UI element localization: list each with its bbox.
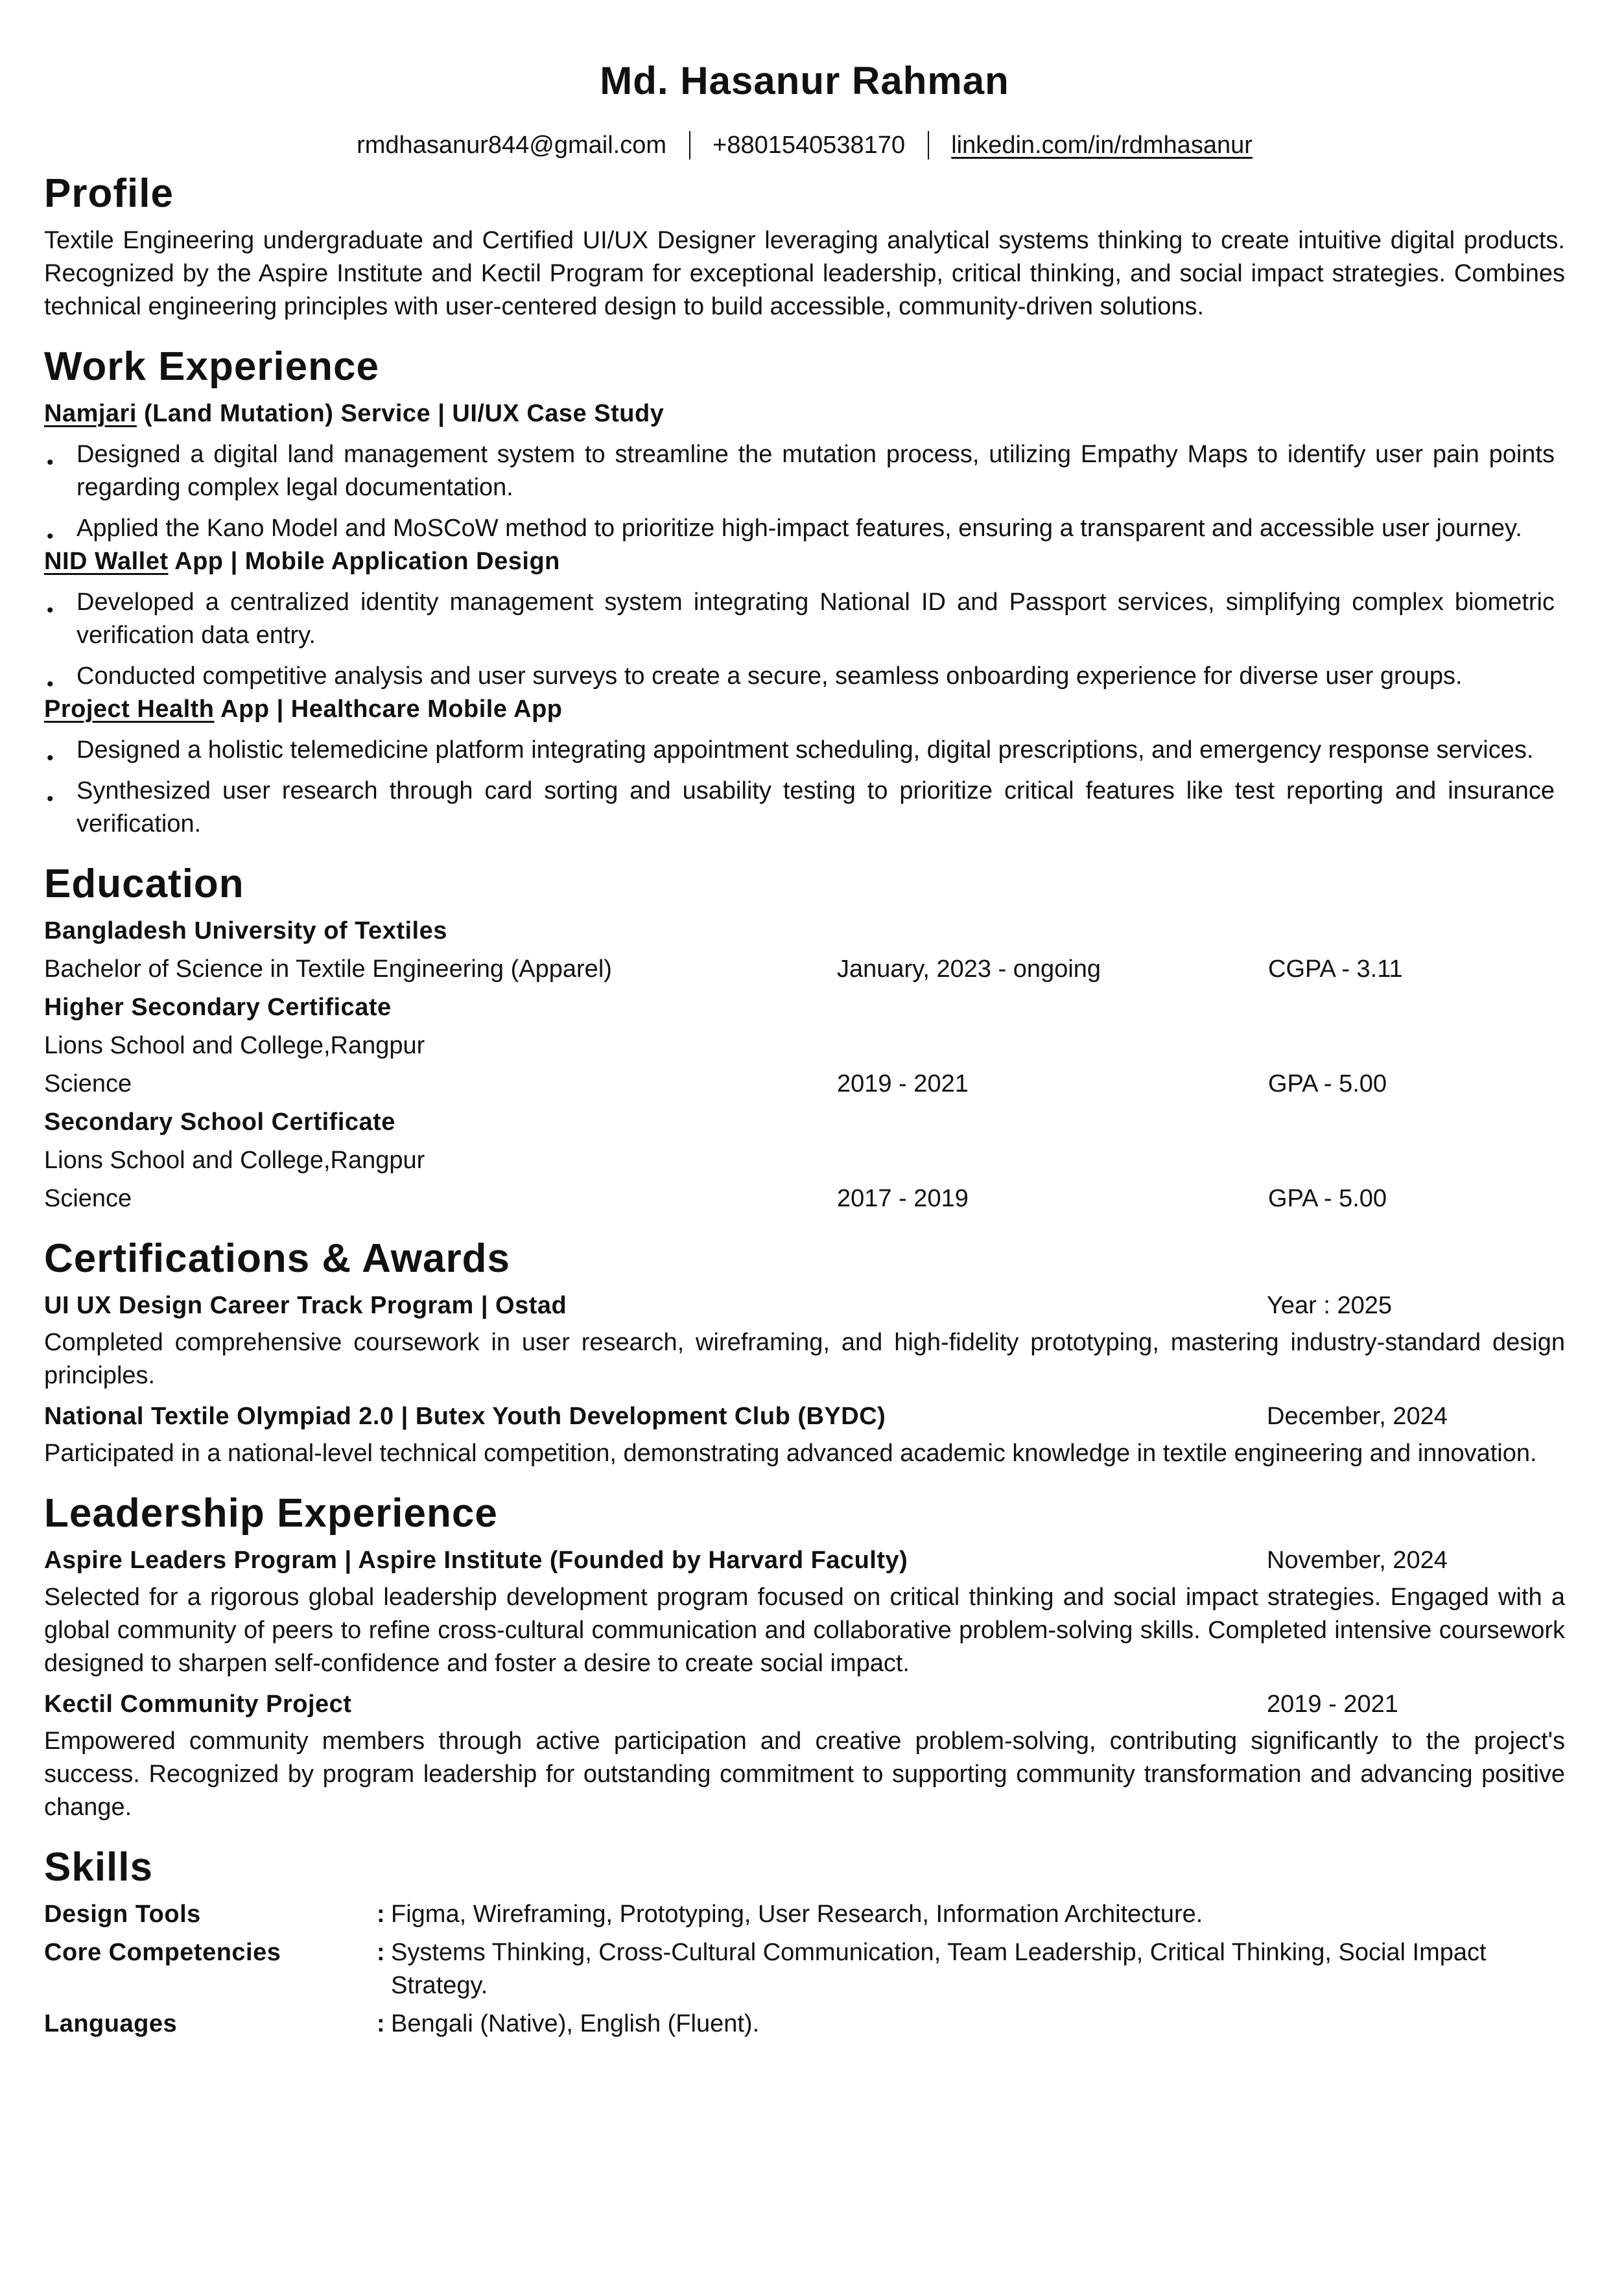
section-title: Education xyxy=(44,861,244,906)
grade: GPA - 5.00 xyxy=(1268,1184,1387,1212)
grade: GPA - 5.00 xyxy=(1268,1070,1387,1097)
certification-desc: Participated in a national-level technical competition, demonstrating advanced academic knowledge in textile engineering and innovation. xyxy=(44,1439,1537,1467)
contact-line xyxy=(44,127,1565,162)
period: 2019 - 2021 xyxy=(837,1070,969,1097)
separator xyxy=(928,131,929,159)
period: January, 2023 - ongoing xyxy=(837,955,1101,983)
leadership-date: 2019 - 2021 xyxy=(1267,1690,1398,1718)
work-item xyxy=(44,545,1565,693)
skill-label: Languages xyxy=(44,2010,178,2037)
leadership-name: Kectil Community Project xyxy=(44,1690,352,1718)
education-row xyxy=(44,953,1565,986)
colon: : xyxy=(377,1900,385,1928)
profile-text: Textile Engineering undergraduate and Certified UI/UX Designer leveraging analytical systems thinking to create intuitive digital products. Recognized by the Aspire Institute and Kectil Program for exceptional leadership, critical thinking, and social impact strategies. Combines technical engineering principles with user-centered design to build accessible, community-driven solutions. xyxy=(44,226,1565,320)
leadership-title xyxy=(44,1688,1565,1721)
certification-name: UI UX Design Career Track Program | Ostad xyxy=(44,1291,567,1319)
separator xyxy=(689,131,690,159)
skill-value: Systems Thinking, Cross-Cultural Communication, Team Leadership, Critical Thinking, Social Impact Strategy. xyxy=(391,1938,1487,1999)
certification-title xyxy=(44,1400,1565,1433)
section-title: Skills xyxy=(44,1844,153,1890)
project-link[interactable]: NID Wallet xyxy=(44,547,169,575)
leadership-title xyxy=(44,1544,1565,1577)
bullet: • Designed a holistic telemedicine platform integrating appointment scheduling, digital prescriptions, and emergency response services. xyxy=(44,734,1555,767)
work-experience-section xyxy=(44,344,1565,841)
skill-label: Design Tools xyxy=(44,1900,201,1928)
institution: Higher Secondary Certificate xyxy=(44,993,392,1021)
bullet: • Conducted competitive analysis and user surveys to create a secure, seamless onboarding experience for diverse user groups. xyxy=(44,660,1555,693)
bullet: • Designed a digital land management system to streamline the mutation process, utilizing Empathy Maps to identify user pain points regarding complex legal documentation. xyxy=(44,438,1555,504)
project-link[interactable]: Namjari xyxy=(44,399,137,427)
section-title: Certifications & Awards xyxy=(44,1236,510,1281)
leadership-desc: Selected for a rigorous global leadership development program focused on critical thinking and social impact strategies. Engaged with a global community of peers to refine cross-cultural communication and collaborative problem-solving skills. Completed intensive coursework designed to sharpen self-confidence and foster a desire to create social impact. xyxy=(44,1583,1565,1677)
colon: : xyxy=(377,1938,385,1966)
project-title xyxy=(44,545,1565,578)
bullet: • Developed a centralized identity management system integrating National ID and Passport services, simplifying complex biometric verification data entry. xyxy=(44,586,1555,652)
colon: : xyxy=(377,2010,385,2037)
institution: Secondary School Certificate xyxy=(44,1108,395,1136)
resume-page xyxy=(44,0,1565,2041)
candidate-name: Md. Hasanur Rahman xyxy=(600,59,1009,102)
project-link[interactable]: Project Health xyxy=(44,695,215,723)
section-title: Leadership Experience xyxy=(44,1490,498,1536)
project-subtitle: App | Mobile Application Design xyxy=(168,547,560,575)
email[interactable]: rmdhasanur844@gmail.com xyxy=(357,131,667,159)
skill-value: Bengali (Native), English (Fluent). xyxy=(391,2010,760,2037)
project-subtitle: App | Healthcare Mobile App xyxy=(214,695,563,723)
certification-date: Year : 2025 xyxy=(1267,1291,1392,1319)
degree: Science xyxy=(44,1184,132,1212)
work-item xyxy=(44,693,1565,841)
leadership-desc: Empowered community members through active participation and creative problem-solving, contributing significantly to the project's success. Recognized by program leadership for outstanding commitment to supporting community transformation and advancing positive change. xyxy=(44,1727,1565,1821)
project-subtitle: (Land Mutation) Service | UI/UX Case Study xyxy=(136,399,665,427)
degree: Science xyxy=(44,1070,132,1097)
project-title xyxy=(44,397,1565,430)
bullet: • Synthesized user research through card sorting and usability testing to prioritize critical features like test reporting and insurance verification. xyxy=(44,775,1555,841)
phone[interactable]: +8801540538170 xyxy=(712,131,906,159)
leadership-date: November, 2024 xyxy=(1267,1546,1448,1574)
skill-row xyxy=(44,2008,1565,2041)
project-title xyxy=(44,693,1565,726)
bullet: • Applied the Kano Model and MoSCoW method to prioritize high-impact features, ensuring a transparent and accessible user journey. xyxy=(44,512,1555,545)
degree: Bachelor of Science in Textile Engineering (Apparel) xyxy=(44,955,612,983)
certifications-section xyxy=(44,1236,1565,1470)
school: Lions School and College,Rangpur xyxy=(44,1146,425,1174)
grade: CGPA - 3.11 xyxy=(1268,955,1403,983)
certification-date: December, 2024 xyxy=(1267,1402,1448,1430)
school: Lions School and College,Rangpur xyxy=(44,1031,425,1059)
leadership-name: Aspire Leaders Program | Aspire Institute (Founded by Harvard Faculty) xyxy=(44,1546,908,1574)
skill-row xyxy=(44,1936,1565,2002)
skill-label: Core Competencies xyxy=(44,1938,281,1966)
institution: Bangladesh University of Textiles xyxy=(44,917,447,944)
profile-section xyxy=(44,171,1565,323)
leadership-section xyxy=(44,1491,1565,1824)
education-section xyxy=(44,862,1565,1215)
education-row xyxy=(44,1068,1565,1101)
section-title: Work Experience xyxy=(44,344,379,389)
skill-value: Figma, Wireframing, Prototyping, User Research, Information Architecture. xyxy=(391,1900,1203,1928)
work-item xyxy=(44,397,1565,545)
skill-row xyxy=(44,1898,1565,1931)
period: 2017 - 2019 xyxy=(837,1184,969,1212)
certification-name: National Textile Olympiad 2.0 | Butex Youth Development Club (BYDC) xyxy=(44,1402,886,1430)
section-title: Profile xyxy=(44,170,174,216)
certification-title xyxy=(44,1289,1565,1322)
education-row xyxy=(44,1182,1565,1215)
linkedin-link[interactable]: linkedin.com/in/rdmhasanur xyxy=(951,131,1253,159)
skills-section xyxy=(44,1845,1565,2041)
certification-desc: Completed comprehensive coursework in user research, wireframing, and high-fidelity prototyping, mastering industry-standard design principles. xyxy=(44,1328,1565,1389)
